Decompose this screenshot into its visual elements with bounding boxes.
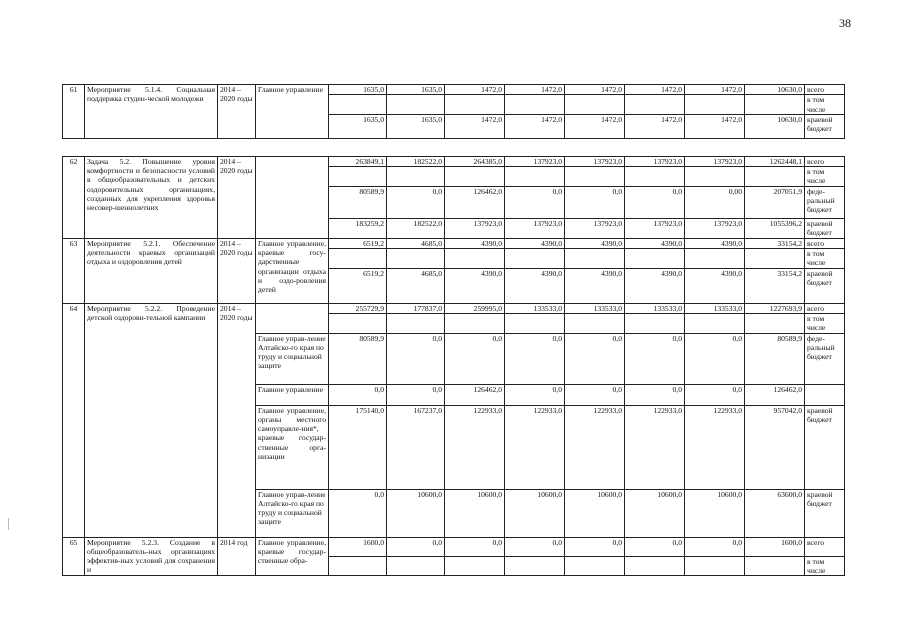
period-cell: 2014 – 2020 годы [218, 303, 256, 537]
measure-name: Мероприятие 5.2.1. Обеспечение деятельности краевых организаций отдыха и оздоровления детей [85, 238, 218, 303]
source-cell: феде-ральный бюджет [805, 333, 845, 384]
source-cell: в том числе [805, 313, 845, 333]
amount-cell: 6519,2 [329, 268, 387, 303]
amount-cell: 1472,0 [685, 114, 745, 138]
amount-cell: 4390,0 [685, 238, 745, 248]
amount-cell: 1472,0 [505, 114, 565, 138]
margin-mark [8, 518, 9, 530]
amount-cell: 0,0 [387, 537, 445, 556]
amount-cell: 137923,0 [685, 218, 745, 238]
table-row [63, 303, 845, 313]
total-cell: 1227693,9 [745, 303, 805, 313]
amount-cell: 0,0 [505, 186, 565, 218]
row-number: 61 [63, 85, 85, 139]
total-cell: 207051,9 [745, 186, 805, 218]
executor-cell: Главное управ-ление Алтайско-го края по труду и социальной защите [256, 489, 329, 537]
source-cell: всего [805, 303, 845, 313]
executor-cell: Главное управление [256, 384, 329, 405]
amount-cell: 10600,0 [685, 489, 745, 537]
amount-cell: 177837,0 [387, 303, 445, 313]
table-row [63, 85, 845, 95]
source-cell: в том числе [805, 167, 845, 187]
amount-cell: 122933,0 [685, 405, 745, 489]
page-number: 38 [839, 16, 851, 30]
measure-name: Мероприятие 5.2.2. Проведение детской оздорови-тельной кампании [85, 303, 218, 537]
amount-cell: 167237,0 [387, 405, 445, 489]
amount-cell: 1635,0 [329, 114, 387, 138]
amount-cell: 10600,0 [505, 489, 565, 537]
amount-cell: 1472,0 [445, 114, 505, 138]
amount-cell: 0,0 [387, 333, 445, 384]
period-cell: 2014 – 2020 годы [218, 238, 256, 303]
amount-cell: 0,0 [625, 333, 685, 384]
amount-cell: 1472,0 [625, 85, 685, 95]
source-cell: всего [805, 537, 845, 556]
period-cell: 2014 – 2020 годы [218, 85, 256, 139]
amount-cell: 133533,0 [505, 303, 565, 313]
amount-cell: 122933,0 [625, 405, 685, 489]
total-cell: 957042,0 [745, 405, 805, 489]
row-number: 63 [63, 238, 85, 303]
source-cell: краевой бюджет [805, 268, 845, 303]
amount-cell: 1472,0 [565, 85, 625, 95]
amount-cell: 182522,0 [387, 218, 445, 238]
amount-cell: 1472,0 [505, 85, 565, 95]
amount-cell: 4390,0 [565, 238, 625, 248]
total-cell: 33154,2 [745, 238, 805, 248]
row-number: 64 [63, 303, 85, 537]
source-cell: краевой бюджет [805, 489, 845, 537]
amount-cell: 10600,0 [445, 489, 505, 537]
amount-cell: 0,0 [625, 186, 685, 218]
total-cell: 80589,9 [745, 333, 805, 384]
period-cell: 2014 год [218, 537, 256, 576]
source-cell: в том числе [805, 556, 845, 576]
total-cell: 33154,2 [745, 268, 805, 303]
amount-cell: 0,0 [625, 537, 685, 556]
amount-cell: 137923,0 [565, 218, 625, 238]
amount-cell: 4390,0 [685, 268, 745, 303]
amount-cell: 133533,0 [565, 303, 625, 313]
source-cell: феде-ральный бюджет [805, 186, 845, 218]
amount-cell: 264385,0 [445, 156, 505, 166]
amount-cell: 4390,0 [625, 238, 685, 248]
executor-cell [256, 156, 329, 238]
amount-cell: 10600,0 [565, 489, 625, 537]
amount-cell: 80589,9 [329, 333, 387, 384]
amount-cell: 10600,0 [625, 489, 685, 537]
amount-cell: 0,0 [387, 186, 445, 218]
amount-cell: 1600,0 [329, 537, 387, 556]
amount-cell: 122933,0 [445, 405, 505, 489]
amount-cell: 137923,0 [625, 218, 685, 238]
amount-cell: 263849,1 [329, 156, 387, 166]
amount-cell: 4390,0 [505, 268, 565, 303]
amount-cell: 137923,0 [565, 156, 625, 166]
amount-cell: 133533,0 [625, 303, 685, 313]
total-cell: 1600,0 [745, 537, 805, 556]
amount-cell: 1635,0 [329, 85, 387, 95]
amount-cell: 4390,0 [505, 238, 565, 248]
amount-cell: 1472,0 [625, 114, 685, 138]
amount-cell: 133533,0 [685, 303, 745, 313]
table-row [63, 537, 845, 556]
task-name: Задача 5.2. Повышение уровня комфортности и безопасности условий в общеобразовательных и детских оздоровительных организациях, созданных для укрепления здоровья несовер-шеннолетних [85, 156, 218, 238]
row-number: 65 [63, 537, 85, 576]
row-number: 62 [63, 156, 85, 238]
amount-cell: 126462,0 [445, 186, 505, 218]
measure-name: Мероприятие 5.1.4. Социальная поддержка студен-ческой молодежи [85, 85, 218, 139]
amount-cell: 1472,0 [445, 85, 505, 95]
amount-cell: 0,0 [685, 537, 745, 556]
source-cell: всего [805, 85, 845, 95]
amount-cell: 0,0 [565, 333, 625, 384]
table-row [63, 238, 845, 248]
amount-cell: 1635,0 [387, 85, 445, 95]
amount-cell: 4685,0 [387, 238, 445, 248]
amount-cell: 0,0 [445, 333, 505, 384]
amount-cell: 137923,0 [505, 218, 565, 238]
amount-cell: 0,0 [329, 489, 387, 537]
amount-cell: 0,0 [387, 384, 445, 405]
amount-cell: 10600,0 [387, 489, 445, 537]
amount-cell: 0,0 [685, 384, 745, 405]
amount-cell: 4390,0 [625, 268, 685, 303]
executor-cell: Главное управление, краевые государ-ственные обра- [256, 537, 329, 576]
total-cell: 126462,0 [745, 384, 805, 405]
amount-cell: 1472,0 [685, 85, 745, 95]
table-row-spacer [63, 138, 845, 156]
total-cell: 1262448,1 [745, 156, 805, 166]
amount-cell: 4390,0 [445, 238, 505, 248]
amount-cell: 0,0 [505, 333, 565, 384]
amount-cell: 183259,2 [329, 218, 387, 238]
period-cell: 2014 – 2020 годы [218, 156, 256, 238]
amount-cell: 0,0 [445, 537, 505, 556]
table-row [63, 156, 845, 166]
amount-cell: 1635,0 [387, 114, 445, 138]
measure-name: Мероприятие 5.2.3. Создание в общеобразователь-ных организациях эффектив-ных условий для сохранения и [85, 537, 218, 576]
amount-cell: 80589,9 [329, 186, 387, 218]
amount-cell: 137923,0 [685, 156, 745, 166]
amount-cell: 122933,0 [505, 405, 565, 489]
source-cell: в том числе [805, 249, 845, 269]
amount-cell: 0,00 [685, 186, 745, 218]
amount-cell: 122933,0 [565, 405, 625, 489]
amount-cell: 0,0 [329, 384, 387, 405]
total-cell: 63600,0 [745, 489, 805, 537]
amount-cell: 0,0 [565, 384, 625, 405]
amount-cell: 182522,0 [387, 156, 445, 166]
amount-cell: 137923,0 [625, 156, 685, 166]
budget-table [62, 84, 845, 576]
amount-cell: 4390,0 [565, 268, 625, 303]
amount-cell: 0,0 [505, 384, 565, 405]
amount-cell: 137923,0 [445, 218, 505, 238]
executor-cell: Главное управ-ление Алтайско-го края по труду и социальной защите [256, 333, 329, 384]
executor-cell: Главное управление [256, 85, 329, 139]
amount-cell: 126462,0 [445, 384, 505, 405]
source-cell [805, 384, 845, 405]
amount-cell: 0,0 [565, 186, 625, 218]
amount-cell: 0,0 [565, 537, 625, 556]
source-cell: в том числе [805, 95, 845, 115]
amount-cell: 0,0 [685, 333, 745, 384]
amount-cell: 1472,0 [565, 114, 625, 138]
executor-cell: Главное управление, органы местного самоуправле-ния*, краевые государ-ственные орга-низации [256, 405, 329, 489]
amount-cell: 4685,0 [387, 268, 445, 303]
amount-cell: 255729,9 [329, 303, 387, 313]
amount-cell: 137923,0 [505, 156, 565, 166]
total-cell: 1055396,2 [745, 218, 805, 238]
amount-cell: 175140,0 [329, 405, 387, 489]
total-cell: 10630,0 [745, 114, 805, 138]
amount-cell: 6519,2 [329, 238, 387, 248]
source-cell: краевой бюджет [805, 114, 845, 138]
amount-cell: 0,0 [505, 537, 565, 556]
executor-cell [256, 303, 329, 333]
source-cell: краевой бюджет [805, 405, 845, 489]
source-cell: всего [805, 238, 845, 248]
source-cell: краевой бюджет [805, 218, 845, 238]
executor-cell: Главное управление, краевые госу-дарственные организации отдыха и оздо-ровления детей [256, 238, 329, 303]
amount-cell: 4390,0 [445, 268, 505, 303]
total-cell: 10630,0 [745, 85, 805, 95]
amount-cell: 0,0 [625, 384, 685, 405]
amount-cell: 259995,0 [445, 303, 505, 313]
source-cell: всего [805, 156, 845, 166]
